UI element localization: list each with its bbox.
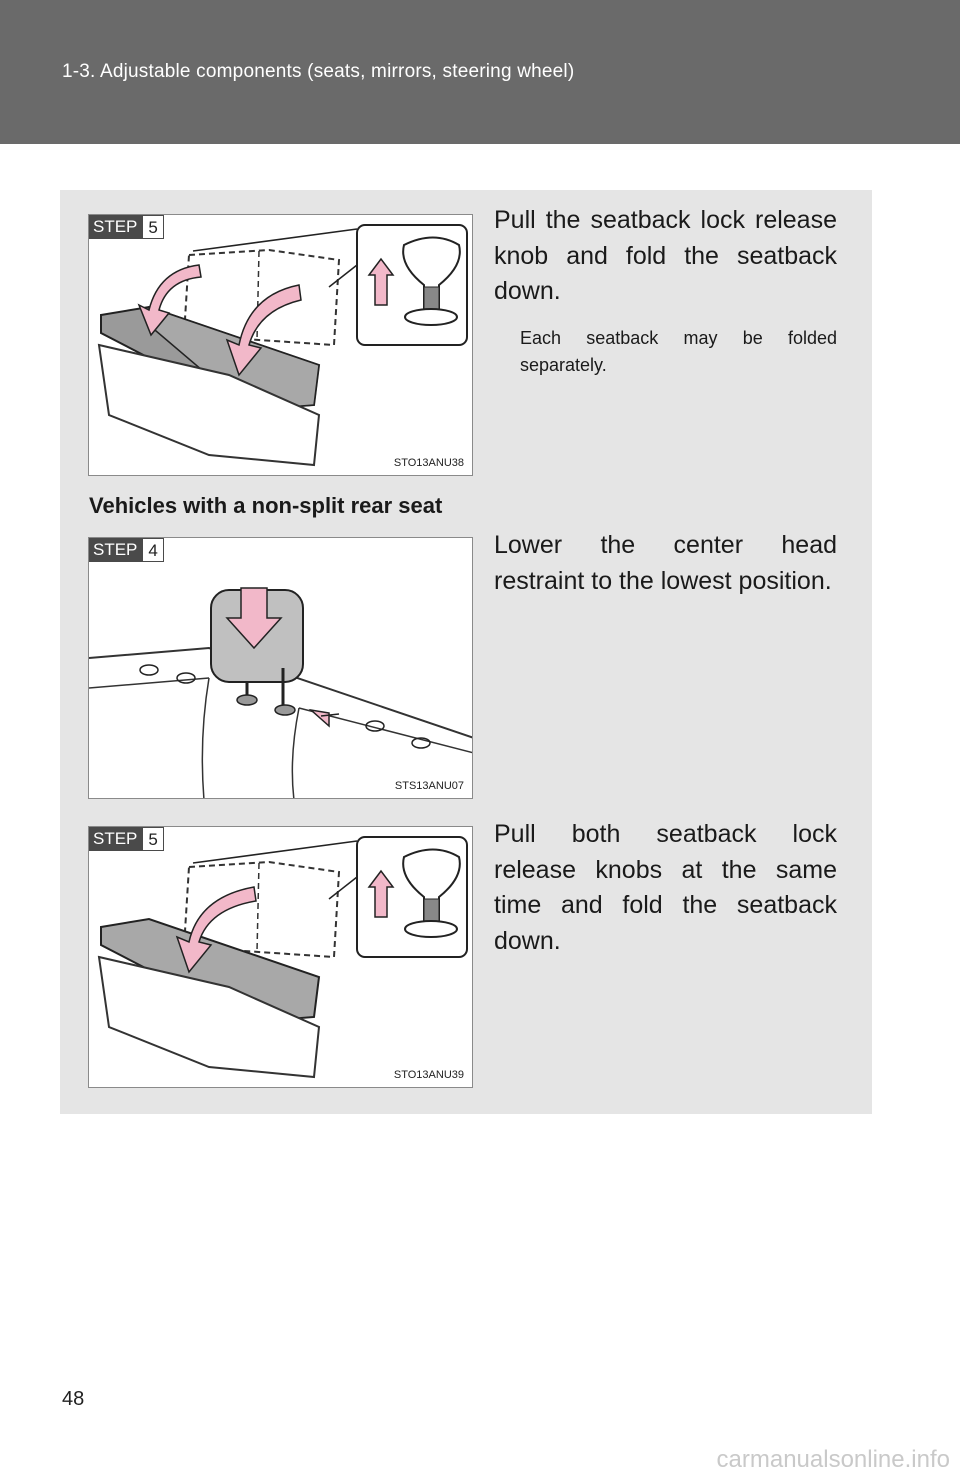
subheading: Vehicles with a non-split rear seat <box>89 493 443 518</box>
figure-lower-head-restraint <box>88 537 473 799</box>
figure-code: STO13ANU39 <box>393 1069 464 1081</box>
step-badge <box>89 827 164 851</box>
step-badge-number: 5 <box>143 215 163 239</box>
step-badge-number: 4 <box>143 538 163 562</box>
figure-code: STO13ANU38 <box>393 457 464 469</box>
watermark: carmanualsonline.info <box>716 1446 950 1473</box>
figure-fold-seatback-non-split <box>88 826 473 1088</box>
head-restraint-illustration <box>89 538 473 799</box>
seat-fold-illustration <box>89 215 473 476</box>
step-instruction: Lower the center head restraint to the lowest position. <box>494 531 837 595</box>
step-instruction: Pull both seatback lock release knobs at the same time and fold the seatback down. <box>494 820 837 955</box>
step-note: Each seatback may be folded separately. <box>520 328 837 375</box>
figure-fold-seatback-split <box>88 214 473 476</box>
step-instruction: Pull the seatback lock release knob and fold the seatback down. <box>494 206 837 305</box>
figure-code: STS13ANU07 <box>394 780 464 792</box>
section-title: 1-3. Adjustable components (seats, mirrors, steering wheel) <box>62 61 575 82</box>
step-badge <box>89 538 164 562</box>
page-number: 48 <box>62 1388 85 1410</box>
step-badge-word: STEP <box>89 538 143 562</box>
step-badge-word: STEP <box>89 827 143 851</box>
step-badge <box>89 215 164 239</box>
step-badge-number: 5 <box>143 827 163 851</box>
page-header <box>0 0 960 144</box>
step-badge-word: STEP <box>89 215 143 239</box>
seat-fold-illustration <box>89 827 473 1088</box>
